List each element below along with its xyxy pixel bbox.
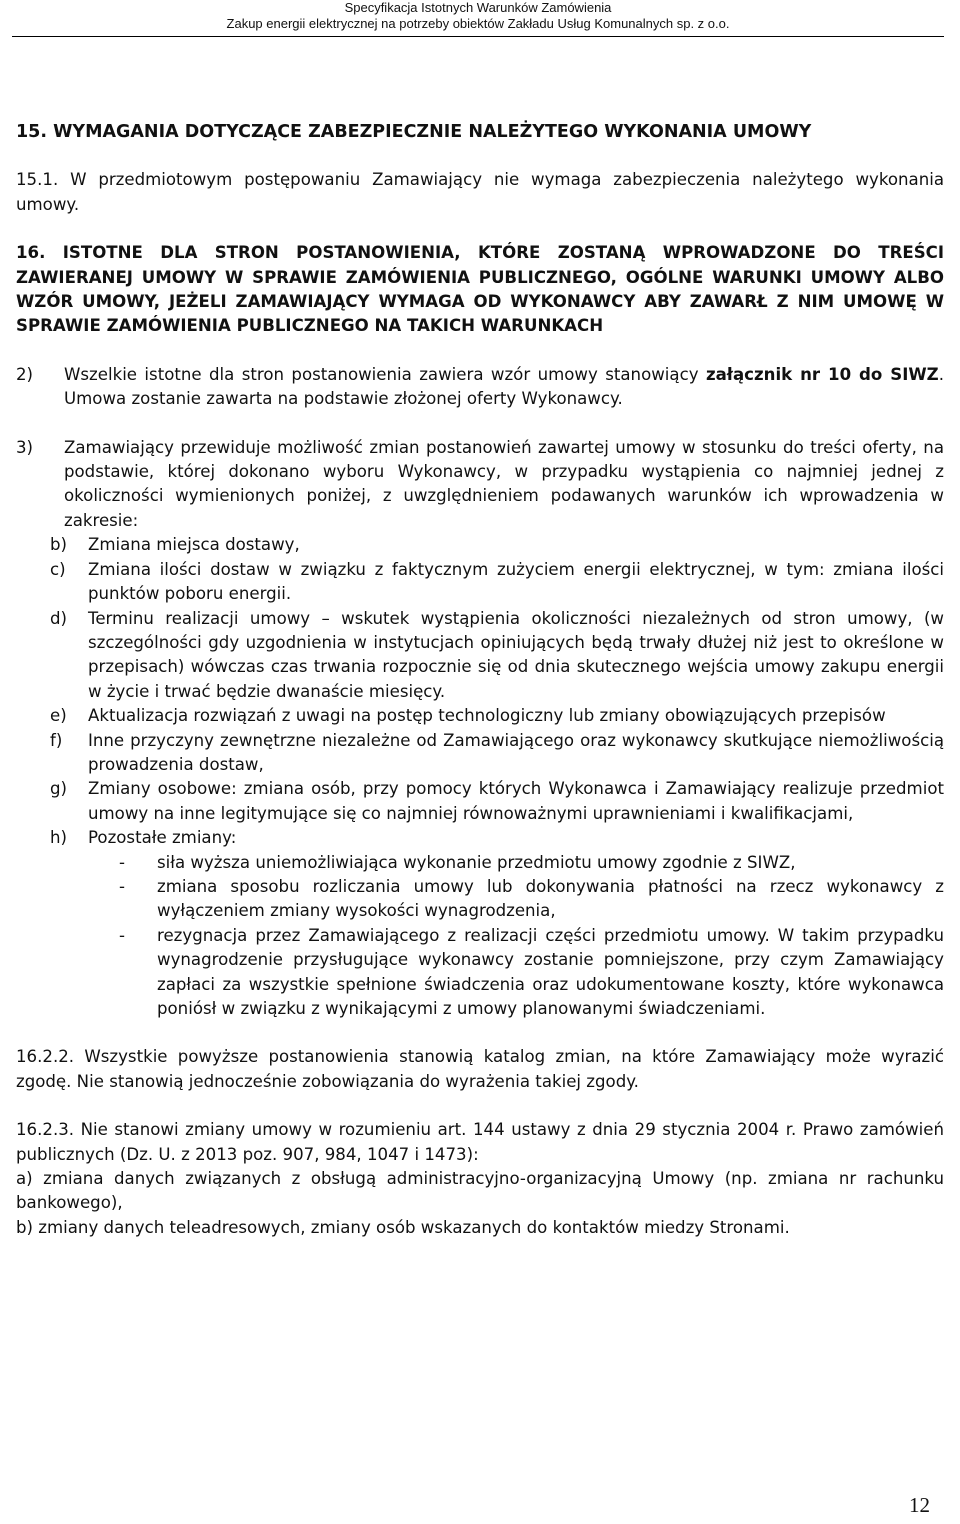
subitem-text: Zmiana miejsca dostawy, xyxy=(88,535,300,555)
subitem-h xyxy=(50,826,944,850)
dash-text: rezygnacja przez Zamawiającego z realizacji części przedmiotu umowy. W takim przypadku wynagrodzenie przysługujące wykonawcy zostanie pomniejszone, przy czym Zamawiający zapłaci za wszystkie spełnione świadczenia oraz udokumentowane koszty, które wykonawca poniósł w związku z wynikającymi z umowy planowanymi świadczeniami. xyxy=(157,925,944,1018)
section-16-heading: 16. ISTOTNE DLA STRON POSTANOWIENIA, KTÓRE ZOSTANĄ WPROWADZONE DO TREŚCI ZAWIERANEJ UMOWY W SPRAWIE ZAMÓWIENIA PUBLICZNEGO, OGÓLNE WARUNKI UMOWY ALBO WZÓR UMOWY, JEŻELI ZAMAWIAJĄCY WYMAGA OD WYKONAWCY ABY ZAWARŁ Z NIM UMOWĘ W SPRAWIE ZAMÓWIENIA PUBLICZNEGO NA TAKICH WARUNKACH xyxy=(16,243,944,336)
dash-text: zmiana sposobu rozliczania umowy lub dokonywania płatności na rzecz wykonawcy z wyłączeniem zmiany wysokości wynagrodzenia, xyxy=(157,876,944,921)
document-body xyxy=(16,120,944,1240)
subitem-text: Aktualizacja rozwiązań z uwagi na postęp technologiczny lub zmiany obowiązujących przepisów xyxy=(88,706,886,726)
subitem-label: c) xyxy=(50,559,66,579)
subitem-label: h) xyxy=(50,828,67,848)
subitem-label: g) xyxy=(50,779,68,799)
section-16-2-3-item-a: a) zmiana danych związanych z obsługą administracyjno-organizacyjną Umowy (np. zmiana nr rachunku bankowego), xyxy=(16,1169,944,1213)
subitem-label: e) xyxy=(50,706,67,726)
page-header xyxy=(12,0,944,37)
item-2-text-b: . Umowa zostanie zawarta na podstawie złożonej oferty Wykonawcy. xyxy=(64,364,944,409)
subitem-f xyxy=(50,729,944,778)
item-3-text: Zamawiający przewiduje możliwość zmian postanowień zawartej umowy w stosunku do treści oferty, na podstawie, której dokonano wyboru Wykonawcy, w przypadku wystąpienia co najmniej jednej z okoliczności wymienionych poniżej, z uwzględnieniem podawanych warunków ich wprowadzenia w zakresie: xyxy=(64,437,944,530)
item-2-text-a: Wszelkie istotne dla stron postanowienia zawiera wzór umowy stanowiący xyxy=(64,364,706,384)
section-15-1-paragraph: 15.1. W przedmiotowym postępowaniu Zamawiający nie wymaga zabezpieczenia należytego wykonania umowy. xyxy=(16,170,944,214)
subitem-d xyxy=(50,607,944,705)
subitem-c xyxy=(50,558,944,607)
dash-mark: - xyxy=(119,852,125,872)
header-subtitle: Zakup energii elektrycznej na potrzeby obiektów Zakładu Usług Komunalnych sp. z o.o. xyxy=(226,16,730,31)
dash-item xyxy=(119,875,944,924)
item-3 xyxy=(16,436,944,534)
subitem-label: d) xyxy=(50,608,68,628)
section-15-heading: 15. WYMAGANIA DOTYCZĄCE ZABEZPIECZNIE NALEŻYTEGO WYKONANIA UMOWY xyxy=(16,122,812,142)
subitem-b xyxy=(50,533,944,557)
page-number: 12 xyxy=(909,1493,930,1517)
subitem-text: Zmiana ilości dostaw w związku z faktycznym zużyciem energii elektrycznej, w tym: zmiana ilości punktów poboru energii. xyxy=(88,559,944,604)
subitem-label: b) xyxy=(50,535,68,555)
subitem-text: Inne przyczyny zewnętrzne niezależne od Zamawiającego oraz wykonawcy skutkujące niemożliwością prowadzenia dostaw, xyxy=(88,730,944,774)
header-title: Specyfikacja Istotnych Warunków Zamówienia xyxy=(344,0,612,15)
dash-text: siła wyższa uniemożliwiająca wykonanie przedmiotu umowy zgodnie z SIWZ, xyxy=(157,852,796,872)
dash-item xyxy=(119,924,944,1022)
item-2-text xyxy=(64,363,944,412)
subitem-text: Pozostałe zmiany: xyxy=(88,828,237,848)
item-2-bold-ref: załącznik nr 10 do SIWZ xyxy=(705,364,939,384)
item-2-number: 2) xyxy=(16,364,34,384)
dash-item xyxy=(119,851,944,875)
section-16-2-3-paragraph: 16.2.3. Nie stanowi zmiany umowy w rozumieniu art. 144 ustawy z dnia 29 stycznia 2004 r. Prawo zamówień publicznych (Dz. U. z 2013 poz. 907, 984, 1047 i 1473): xyxy=(16,1120,944,1164)
dash-mark: - xyxy=(119,876,125,896)
subitem-text: Terminu realizacji umowy – wskutek wystąpienia okoliczności niezależnych od stron umowy, (w szczególności gdy uzgodnienia w instytucjach opiniujących będą trwały dłużej niż jest to określone w przepisach) wówczas czas trwania rozpocznie się od dnia skutecznego wejścia umowy zakupu energii w życie i trwać będzie dwanaście miesięcy. xyxy=(88,608,944,701)
section-16-2-2-paragraph: 16.2.2. Wszystkie powyższe postanowienia stanowią katalog zmian, na które Zamawiający może wyrazić zgodę. Nie stanowią jednocześnie zobowiązania do wyrażenia takiej zgody. xyxy=(16,1047,944,1091)
item-3-subitems xyxy=(16,533,944,1021)
subitem-e xyxy=(50,704,944,728)
subitem-text: Zmiany osobowe: zmiana osób, przy pomocy których Wykonawca i Zamawiający realizuje przedmiot umowy na inne legitymujące się co najmniej równoważnymi uprawnieniami i kwalifikacjami, xyxy=(88,779,944,823)
section-16-2-3-item-b: b) zmiany danych teleadresowych, zmiany osób wskazanych do kontaktów miedzy Stronami. xyxy=(16,1217,790,1237)
dash-mark: - xyxy=(119,925,125,945)
subitem-g xyxy=(50,777,944,826)
subitem-label: f) xyxy=(50,730,63,750)
item-3-number: 3) xyxy=(16,437,34,457)
item-2 xyxy=(16,363,944,412)
